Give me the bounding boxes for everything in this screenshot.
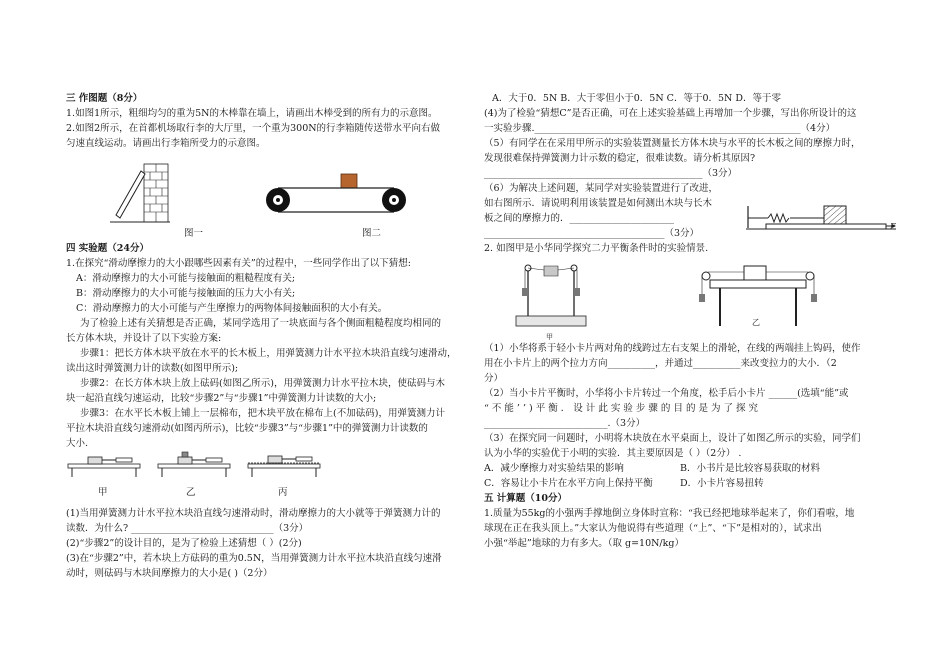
setup-bing-figure bbox=[246, 450, 324, 478]
q5-line1: （5）有同学在在采用甲所示的实验装置测量长方体木块与水平的长木板之间的摩擦力时， bbox=[484, 138, 861, 149]
calc1-line3: 小强“举起”地球的力有多大。（取 g=10N/kg） bbox=[484, 538, 684, 549]
q5-line3: ______________________________________________（3分） bbox=[484, 168, 738, 179]
step3-line3: 大小. bbox=[66, 438, 89, 449]
q4-line1: (4)为了检验“猜想C”是否正确，可在上述实验基础上再增加一个步骤，写出你所设计的这 bbox=[484, 108, 857, 119]
improved-apparatus-figure bbox=[746, 198, 896, 236]
step3-line2: 平拉木块沿直线匀速滑动(如图丙所示)，比较“步骤3”与“步骤1”中的弹簧测力计读数的 bbox=[66, 423, 428, 434]
answer2: (2)“步骤2”的设计目的，是为了检验上述猜想（ ）(2分) bbox=[66, 538, 302, 549]
guess-b: B：滑动摩擦力的大小可能与接触面的压力大小有关; bbox=[76, 288, 296, 299]
step2-line2: 块一起沿直线匀速运动，比较“步骤2”与“步骤1”中弹簧测力计读数的大小; bbox=[66, 393, 377, 404]
answer3-line2: 动时，则砝码与木块间摩擦力的大小是( )（2分） bbox=[66, 568, 273, 579]
q4-line2: 一实验步骤.________________________________________________________（4分） bbox=[484, 123, 836, 134]
exp2-jia-label: 甲 bbox=[546, 333, 553, 341]
exp2-q2-line1: （2）当小卡片平衡时，小华将小卡片转过一个角度，松手后小卡片 ______(选填“能”或 bbox=[484, 388, 849, 399]
section3-q2-line1: 2.如图2所示，在首都机场取行李的大厅里，一个重为300N的行李箱随传送带水平向右做 bbox=[66, 123, 441, 134]
setup-yi-figure bbox=[156, 450, 234, 478]
exp2-option-c: C．容易让小卡片在水平方向上保持平衡 bbox=[484, 478, 653, 489]
figure1-stick-against-wall bbox=[110, 160, 170, 224]
section4-title: 四 实验题（24分） bbox=[66, 243, 150, 254]
section5-title: 五 计算题（10分） bbox=[484, 493, 568, 504]
answer1-line1: (1)当用弹簧测力计水平拉木块沿直线匀速滑动时，滑动摩擦力的大小就等于弹簧测力计的 bbox=[66, 508, 441, 519]
q5-line2: 发现很难保持弹簧测力计示数的稳定，很难读数。请分析其原因? bbox=[484, 153, 756, 164]
exp2-option-a: A．减少摩擦力对实验结果的影响 bbox=[484, 463, 624, 474]
section3-title: 三 作图题（8分） bbox=[66, 93, 143, 104]
exp2-q1-line2: 用在小卡片上的两个拉力方向__________，并通过__________来改变拉力的大小．（2 bbox=[484, 358, 837, 369]
exp2-jia-figure bbox=[506, 258, 596, 330]
q6-line2: 如右图所示．请说明利用该装置是如何测出木块与长木 bbox=[484, 198, 713, 209]
setup-bing-label: 丙 bbox=[278, 487, 288, 498]
calc1-line2: 球现在正在我头顶上。”大家认为他说得有些道理（“上”、“下”是相对的），试求出 bbox=[484, 523, 822, 534]
exp2-q3-line1: （3）在探究同一问题时，小明将木块放在水平桌面上，设计了如图乙所示的实验，同学们 bbox=[484, 433, 861, 444]
q6-line1: （6）为解决上述问题，某同学对实验装置进行了改进， bbox=[484, 183, 719, 194]
exp2-q3-line2: 认为小华的实验优于小明的实验．其主要原因是（ ）（2分） . bbox=[484, 448, 742, 459]
guess-a: A：滑动摩擦力的大小可能与接触面的粗糙程度有关; bbox=[76, 273, 296, 284]
section3-q2-line2: 匀速直线运动。请画出行李箱所受力的示意图。 bbox=[66, 138, 266, 149]
section4-intro: 1.在探究“滑动摩擦力的大小跟哪些因素有关”的过程中，一些同学作出了以下猜想: bbox=[66, 258, 411, 269]
answer3-line1: (3)在“步骤2”中，若木块上方砝码的重为0.5N，当用弹簧测力计水平拉木块沿直线匀速滑 bbox=[66, 553, 442, 564]
step1-line2: 读出这时弹簧测力计的读数(如图甲所示); bbox=[66, 363, 239, 374]
exp2-yi-label: 乙 bbox=[752, 318, 760, 327]
calc1-line1: 1.质量为55kg的小强两手撑地倒立身体时宣称：“我已经把地球举起来了，你们看啦，地 bbox=[484, 508, 855, 519]
step2-line1: 步骤2：在长方体木块上放上砝码(如图乙所示)，用弹簧测力计水平拉木块，使砝码与木 bbox=[80, 378, 445, 389]
exp2-q2-line3: __________________________.（3分） bbox=[484, 418, 646, 429]
setup-jia-label: 甲 bbox=[98, 487, 108, 498]
exp2-option-d: D．小卡片容易扭转 bbox=[680, 478, 764, 489]
exp2-q1-line3: 分） bbox=[484, 373, 504, 384]
answer1-line2: 读数．为什么? ______________________________（3分） bbox=[66, 523, 309, 534]
exp2-intro: 2. 如图甲是小华同学探究二力平衡条件时的实验情景. bbox=[484, 243, 709, 254]
exp2-q2-line2: “ 不 能 ’ ’ ) 平 衡 ． 设 计 此 实 验 步 骤 的 目 的 是 为 了 探 究 bbox=[484, 403, 759, 414]
setup-jia-figure bbox=[66, 450, 144, 478]
setup-yi-label: 乙 bbox=[186, 487, 196, 498]
force-f-label: F bbox=[890, 222, 896, 231]
q6-line4: ______________________________________（3分） bbox=[484, 228, 700, 239]
step1-line1: 步骤1：把长方体木块平放在水平的长木板上，用弹簧测力计水平拉木块沿直线匀速滑动， bbox=[80, 348, 457, 359]
figure2-label: 图二 bbox=[362, 228, 382, 239]
plan-line2: 长方体木块，并设计了以下实验方案: bbox=[66, 333, 222, 344]
plan-line1: 为了检验上述有关猜想是否正确，某同学选用了一块底面与各个侧面粗糙程度均相同的 bbox=[80, 318, 442, 329]
guess-c: C：滑动摩擦力的大小可能与产生摩擦力的两物体间接触面积的大小有关。 bbox=[76, 303, 388, 314]
options-row: A．大于0．5N B．大于零但小于0．5N C．等于0．5N D．等于零 bbox=[492, 93, 781, 104]
step3-line1: 步骤3：在水平长木板上铺上一层棉布，把木块平放在棉布上(不加砝码)，用弹簧测力计 bbox=[80, 408, 445, 419]
figure2-conveyor-belt bbox=[266, 172, 406, 218]
q6-line3: 板之间的摩擦力的．______________________ bbox=[484, 213, 675, 224]
exp2-option-b: B．小书片是比较容易获取的材料 bbox=[680, 463, 820, 474]
exp2-q1-line1: （1）小华将系于轻小卡片两对角的线跨过左右支架上的滑轮，在线的两端挂上钩码，使作 bbox=[484, 343, 861, 354]
figure1-label: 图一 bbox=[184, 228, 204, 239]
section3-q1: 1.如图1所示，粗细均匀的重为5N的木棒靠在墙上，请画出木棒受到的所有力的示意图。 bbox=[66, 108, 438, 119]
